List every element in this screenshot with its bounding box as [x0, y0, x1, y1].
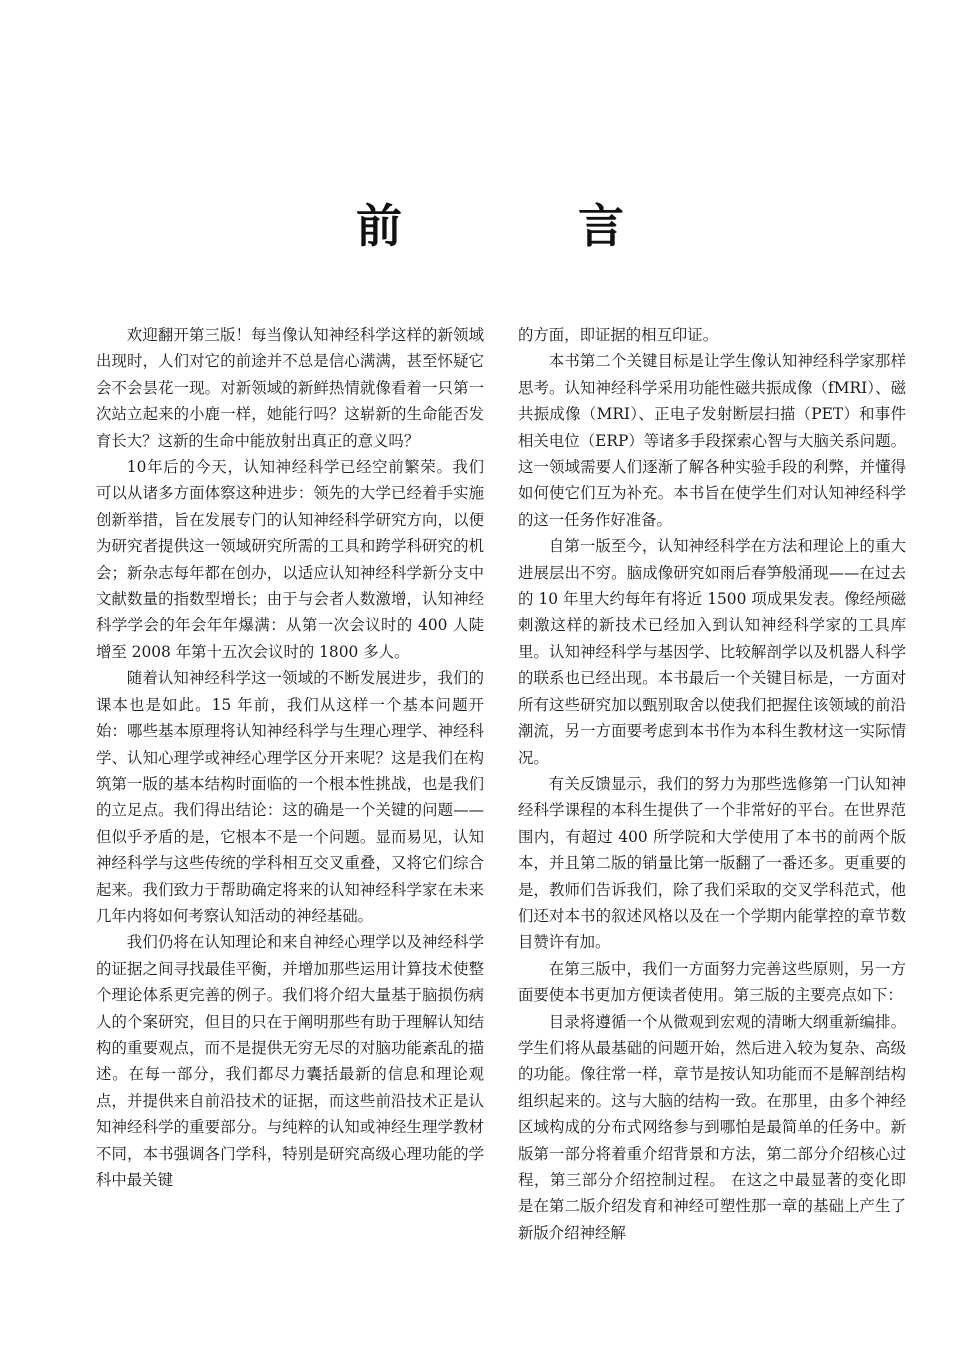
paragraph: 10年后的今天，认知神经科学已经空前繁荣。我们可以从诸多方面体察这种进步：领先的大学已经着手实施创新举措，旨在发展专门的认知神经科学研究方向，以便为研究者提供这一领域研究所需的工具和跨学科研究的机会；新杂志每年都在创办，以适应认知神经科学新分支中文献数量的指数型增长；由于与会者人数激增，认知神经科学学会的年会年年爆满：从第一次会议时的 400 人陡增至 2008 年第十五次会议时的 1800 多人。: [96, 458, 484, 661]
paragraph: 自第一版至今，认知神经科学在方法和理论上的重大进展层出不穷。脑成像研究如雨后春笋般涌现——在过去的 10 年里大约每年有将近 1500 项成果发表。像经颅磁刺激这样的新技术已经加入到认知神经科学家的工具库里。认知神经科学与基因学、比较解剖学以及机器人科学的联系也已经出现。本书最后一个关键目标是，一方面对所有这些研究加以甄别取舍以使我们把握住该领域的前沿潮流，另一方面要考虑到本书作为本科生教材这一实际情况。: [518, 537, 906, 767]
paragraph: 欢迎翻开第三版！每当像认知神经科学这样的新领域出现时，人们对它的前途并不总是信心满满，甚至怀疑它会不会昙花一现。对新领域的新鲜热情就像看着一只第一次站立起来的小鹿一样，她能行吗？这崭新的生命能否发育长大？这新的生命中能放射出真正的意义吗？: [96, 326, 484, 450]
right-column: [518, 322, 906, 1246]
paragraph: 随着认知神经科学这一领域的不断发展进步，我们的课本也是如此。15 年前，我们从这样一个基本问题开始：哪些基本原理将认知神经科学与生理心理学、神经科学、认知心理学或神经心理学区分开来呢？这是我们在构筑第一版的基本结构时面临的一个根本性挑战，也是我们的立足点。我们得出结论：这的确是一个关键的问题——但似乎矛盾的是，它根本不是一个问题。显而易见，认知神经科学与这些传统的学科相互交叉重叠，又将它们综合起来。我们致力于帮助确定将来的认知神经科学家在未来几年内将如何考察认知活动的神经基础。: [96, 669, 484, 925]
left-column: [96, 322, 484, 1193]
paragraph: 目录将遵循一个从微观到宏观的清晰大纲重新编排。学生们将从最基础的问题开始，然后进入较为复杂、高级的功能。像往常一样，章节是按认知功能而不是解剖结构组织起来的。这与大脑的结构一致。在那里，由多个神经区域构成的分布式网络参与到哪怕是最简单的任务中。新版第一部分将着重介绍背景和方法，第二部分介绍核心过程，第三部分介绍控制过程。 在这之中最显著的变化即是在第二版介绍发育和神经可塑性那一章的基础上产生了新版介绍神经解: [518, 1012, 906, 1242]
paragraph: 本书第二个关键目标是让学生像认知神经科学家那样思考。认知神经科学采用功能性磁共振成像（fMRI）、磁共振成像（MRI）、正电子发射断层扫描（PET）和事件相关电位（ERP）等诸多手段探索心智与大脑关系问题。这一领域需要人们逐渐了解各种实验手段的利弊，并懂得如何使它们互为补充。本书旨在使学生们对认知神经科学的这一任务作好准备。: [518, 352, 906, 529]
page-title: 前 言: [355, 199, 704, 253]
paragraph-continued: 的方面，即证据的相互印证。: [518, 326, 719, 344]
paragraph: 我们仍将在认知理论和来自神经心理学以及神经科学的证据之间寻找最佳平衡，并增加那些运用计算技术使整个理论体系更完善的例子。我们将介绍大量基于脑损伤病人的个案研究，但目的只在于阐明那些有助于理解认知结构的重要观点，而不是提供无穷无尽的对脑功能紊乱的描述。在每一部分，我们都尽力囊括最新的信息和理论观点，并提供来自前沿技术的证据，而这些前沿技术正是认知神经科学的重要部分。与纯粹的认知或神经生理学教材不同，本书强调各门学科，特别是研究高级心理功能的学科中最关键: [96, 933, 484, 1189]
paragraph: 在第三版中，我们一方面努力完善这些原则，另一方面要使本书更加方便读者使用。第三版的主要亮点如下：: [518, 959, 906, 1005]
paragraph: 有关反馈显示，我们的努力为那些选修第一门认知神经科学课程的本科生提供了一个非常好的平台。在世界范围内，有超过 400 所学院和大学使用了本书的前两个版本，并且第二版的销量比第一版翻了一番还多。更重要的是，教师们告诉我们，除了我们采取的交叉学科范式，他们还对本书的叙述风格以及在一个学期内能掌控的章节数目赞许有加。: [518, 774, 906, 952]
